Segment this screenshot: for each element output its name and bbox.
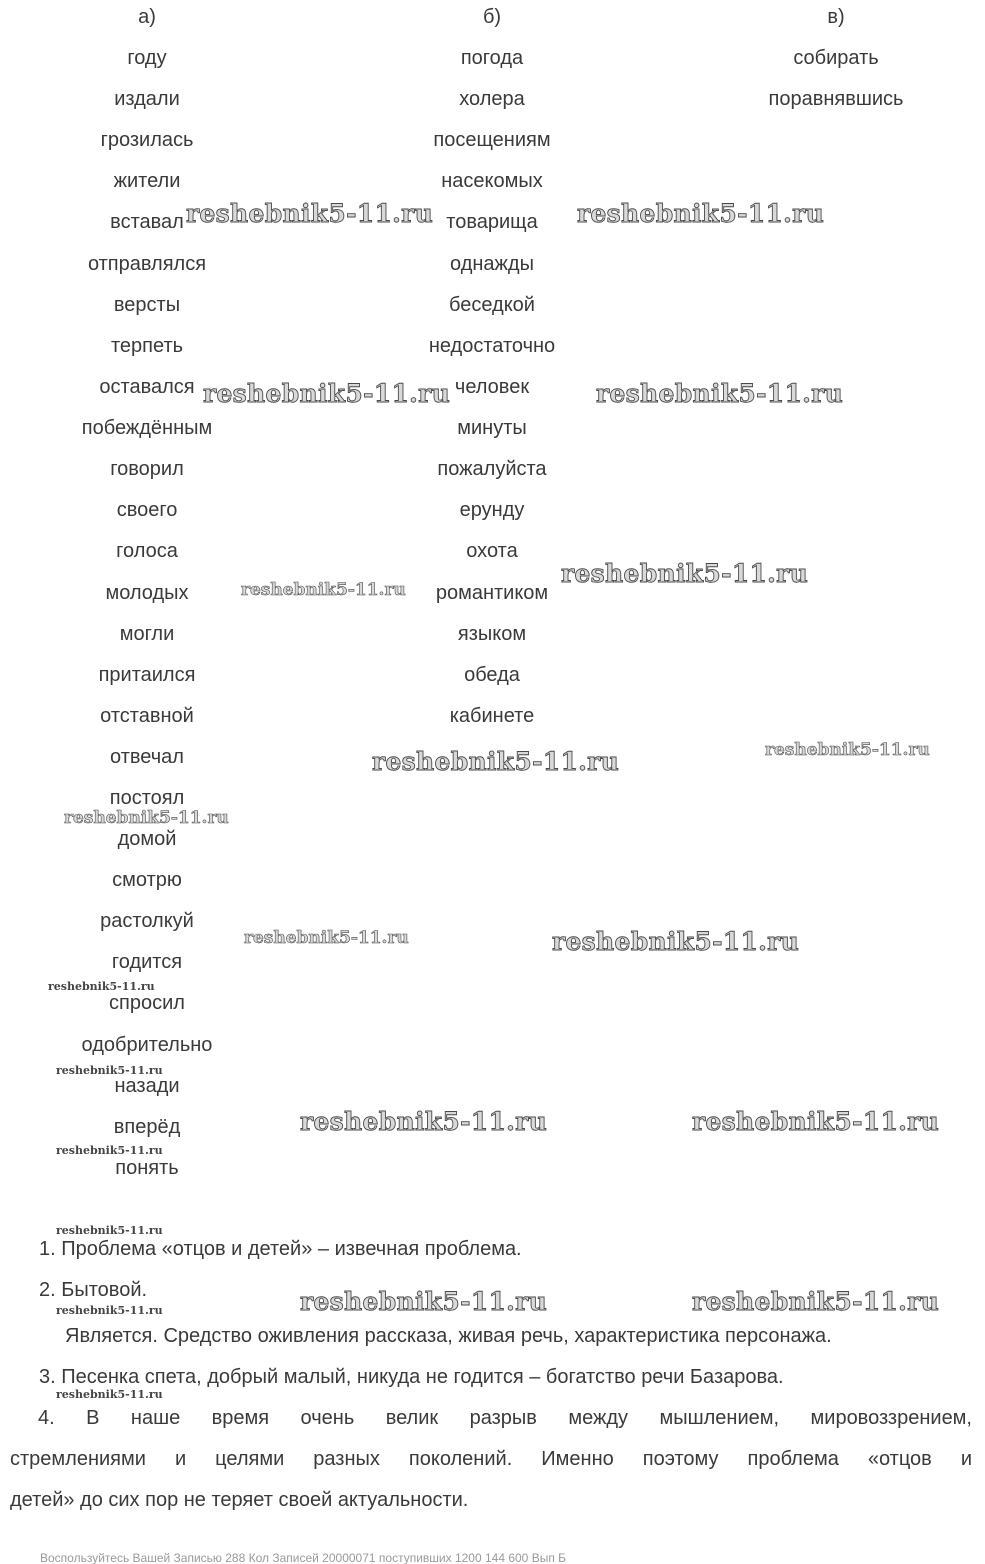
column-a-label: а) — [138, 6, 156, 28]
watermark: reshebnik5-11.ru — [300, 1287, 548, 1316]
watermark: reshebnik5-11.ru — [56, 1388, 163, 1401]
word-a: отставной — [100, 705, 194, 727]
watermark: reshebnik5-11.ru — [56, 1224, 163, 1237]
word-a: молодых — [105, 582, 189, 604]
watermark: reshebnik5-11.ru — [692, 1287, 940, 1316]
word-c: поравнявшись — [768, 88, 904, 110]
watermark: reshebnik5-11.ru — [552, 927, 800, 956]
word-a: годится — [111, 951, 183, 973]
answer-4-line-1: 4. В наше время очень велик разрыв между мышлением, мировоззрением, — [38, 1407, 972, 1429]
word-a: терпеть — [110, 335, 184, 357]
watermark: reshebnik5-11.ru — [300, 1107, 548, 1136]
word-a: постоял — [109, 787, 185, 809]
word-c: собирать — [793, 47, 879, 69]
word-a: растолкуй — [100, 910, 194, 932]
watermark: reshebnik5-11.ru — [186, 199, 434, 228]
answer-4-line-2: стремлениями и целями разных поколений. Именно поэтому проблема «отцов и — [10, 1448, 972, 1470]
column-b-label: б) — [482, 6, 502, 28]
word-b: обеда — [464, 664, 520, 686]
word-b: товарища — [446, 211, 538, 233]
word-b: погода — [460, 47, 524, 69]
word-b: однажды — [450, 253, 534, 275]
word-a: побеждённым — [81, 417, 213, 439]
word-b: посещениям — [433, 129, 551, 151]
word-a: версты — [113, 294, 181, 316]
word-b: недостаточно — [428, 335, 556, 357]
word-a: притаился — [98, 664, 196, 686]
word-b: кабинете — [449, 705, 535, 727]
answer-2: 2. Бытовой. — [39, 1279, 148, 1301]
watermark: reshebnik5-11.ru — [596, 379, 844, 408]
word-a: понять — [115, 1157, 179, 1179]
word-a: голоса — [116, 540, 178, 562]
watermark: reshebnik5-11.ru — [692, 1107, 940, 1136]
answer-3: 3. Песенка спета, добрый малый, никуда не годится – богатство речи Базарова. — [39, 1366, 784, 1388]
word-a: спросил — [109, 992, 185, 1014]
watermark: reshebnik5-11.ru — [64, 808, 229, 828]
word-a: отвечал — [110, 746, 184, 768]
word-a: вперёд — [113, 1116, 181, 1138]
word-a: отправлялся — [87, 253, 207, 275]
watermark: reshebnik5-11.ru — [372, 747, 620, 776]
word-b: пожалуйста — [437, 458, 547, 480]
word-a: домой — [117, 828, 177, 850]
word-a: смотрю — [112, 869, 182, 891]
word-a: могли — [119, 623, 175, 645]
answer-1: 1. Проблема «отцов и детей» – извечная проблема. — [39, 1238, 522, 1260]
watermark: reshebnik5-11.ru — [241, 580, 406, 600]
word-b: охота — [466, 540, 518, 562]
watermark: reshebnik5-11.ru — [56, 1304, 163, 1317]
watermark: reshebnik5-11.ru — [765, 740, 930, 760]
watermark: reshebnik5-11.ru — [48, 980, 155, 993]
column-c-label: в) — [827, 6, 845, 28]
word-b: насекомых — [441, 170, 543, 192]
watermark: reshebnik5-11.ru — [577, 199, 825, 228]
watermark: reshebnik5-11.ru — [56, 1064, 163, 1077]
footer-cut-text: Воспользуйтесь Вашей Записью 288 Кол Записей 20000071 поступивших 1200 144 600 Вып Б — [40, 1552, 567, 1564]
word-a: издали — [114, 88, 180, 110]
watermark: reshebnik5-11.ru — [203, 379, 451, 408]
word-b: ерунду — [459, 499, 525, 521]
word-a: году — [127, 47, 167, 69]
watermark: reshebnik5-11.ru — [56, 1144, 163, 1157]
word-a: жители — [113, 170, 181, 192]
word-b: минуты — [457, 417, 527, 439]
word-a: говорил — [110, 458, 184, 480]
word-a: одобрительно — [81, 1034, 213, 1056]
word-b: романтиком — [435, 582, 549, 604]
word-a: своего — [116, 499, 178, 521]
word-a: вставал — [110, 211, 184, 233]
word-b: беседкой — [449, 294, 535, 316]
answer-2-explanation: Является. Средство оживления рассказа, живая речь, характеристика персонажа. — [65, 1325, 832, 1347]
watermark: reshebnik5-11.ru — [244, 928, 409, 948]
word-b: холера — [459, 88, 525, 110]
watermark: reshebnik5-11.ru — [561, 559, 809, 588]
answer-4-line-3: детей» до сих пор не теряет своей актуальности. — [10, 1489, 469, 1511]
word-b: языком — [457, 623, 527, 645]
word-b: человек — [454, 376, 530, 398]
word-a: оставался — [99, 376, 195, 398]
word-a: назади — [114, 1075, 180, 1097]
word-a: грозилась — [100, 129, 194, 151]
